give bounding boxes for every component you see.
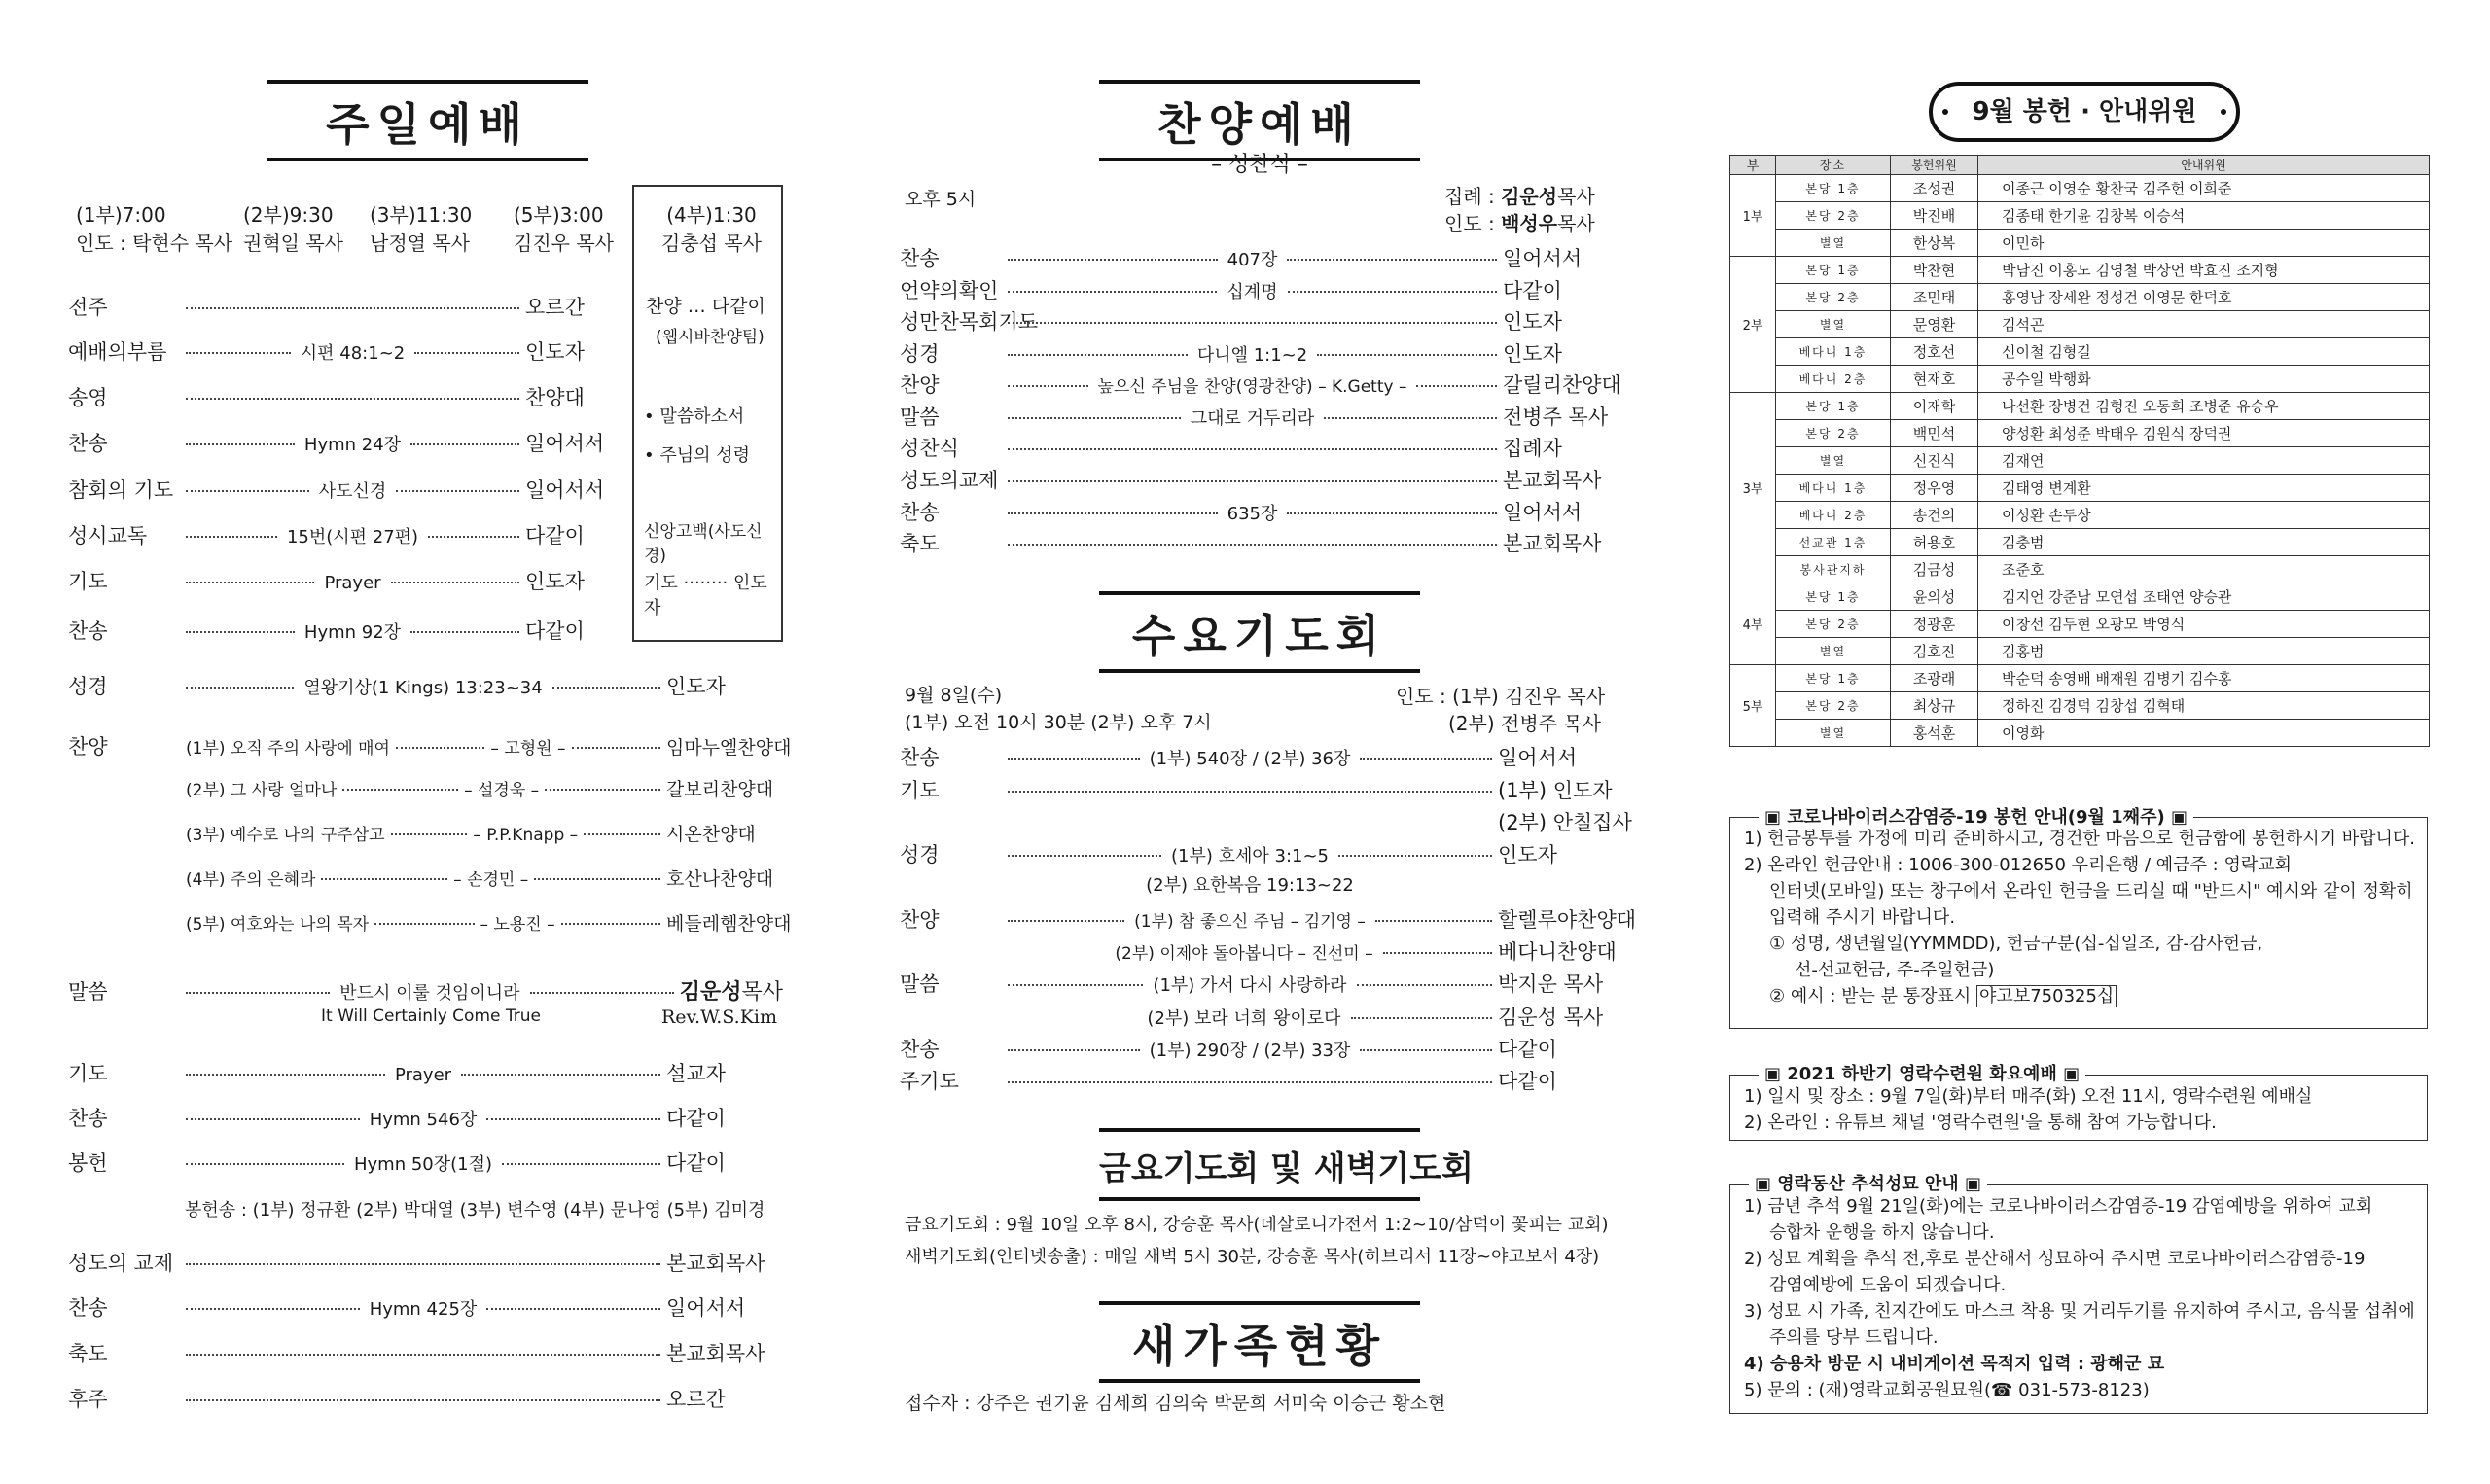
wednesday-order-row: (2부) 보라 너희 왕이로다 김운성 목사 <box>1147 1006 1604 1029</box>
covid-notice-box: 1) 헌금봉투를 가정에 미리 준비하시고, 경건한 마음으로 헌금함에 봉헌하시기 바랍니다. 2) 온라인 헌금안내 : 1006-300-012650 우리은행 / 예금주 : 영락교회 인터넷(모바일) 또는 창구에서 온라인 헌금을 드리실 때 "반드시" 예시와 같이 정확히 입력해 주시기 바랍니다. ① 성명, 생년월일(YYMMDD), 헌금구분(십-십일조, 감-감사헌금, 선-선교헌금, 주-주일헌금) ② 예시 : 받는 분 통장표시 야고보750325십 <box>1729 817 2428 1029</box>
preacher: 김운성 <box>679 980 742 1005</box>
side-song-1: • 말씀하소서 <box>644 406 745 427</box>
service-time-4: (4부)1:30 김충섭 목사 <box>661 203 762 255</box>
offering-note: 봉헌송 : (1부) 정규환 (2부) 박대열 (3부) 변수영 (4부) 문나영 (5부) 김미경 <box>185 1200 765 1220</box>
anthem-row: (4부) 주의 은혜라 – 손경민 – 호산나찬양대 <box>186 868 774 890</box>
praise-presider: 집례 : 김운성목사 <box>1444 185 1595 208</box>
praise-title: 찬양예배 <box>1099 80 1420 161</box>
service-time-2: (2부)9:30 권혁일 목사 <box>243 203 343 255</box>
sunday-order-row: 송영 찬양대 <box>68 386 585 409</box>
volunteer-row: 별열 한상복 이민하 <box>1730 230 2430 257</box>
anthem-row: (3부) 예수로 나의 구주삼고 – P.P.Knapp – 시온찬양대 <box>186 824 756 845</box>
sunday-order-row: 기도 Prayer 인도자 <box>68 570 585 593</box>
praise-order-row: 찬양 높으신 주님을 찬양(영광찬양) – K.Getty – 갈릴리찬양대 <box>900 373 1621 397</box>
service-time-1: (1부)7:00 인도 : 탁현수 목사 <box>76 203 233 255</box>
praise-order-row: 언약의확인 십계명 다같이 <box>900 279 1562 302</box>
volunteer-row: 5부 본당 1층 조광래 박순덕 송영배 배재원 김병기 김수홍 <box>1730 665 2430 692</box>
friday-title: 금요기도회 및 새벽기도회 <box>1099 1128 1420 1201</box>
praise-order-row: 찬송 635장 일어서서 <box>900 501 1583 524</box>
volunteer-row: 선교관 1층 허용호 김충범 <box>1730 529 2430 556</box>
volunteer-row: 본당 2층 백민석 양성환 최성준 박태우 김원식 장덕권 <box>1730 420 2430 447</box>
volunteer-row: 베다니 1층 정호선 신이철 김형길 <box>1730 338 2430 366</box>
sermon-title: 반드시 이룰 것임이니라 <box>339 983 520 1004</box>
dawn-line: 새벽기도회(인터넷송출) : 매일 새벽 5시 30분, 강승훈 목사(히브리서 11장~야고보서 4장) <box>905 1247 1600 1267</box>
volunteer-row: 베다니 1층 정우영 김태영 변계환 <box>1730 475 2430 502</box>
side-prayer: 기도 ········ 인도자 <box>644 573 767 618</box>
fourth-service-box <box>632 185 783 642</box>
wednesday-order-row: 찬양 (1부) 참 좋으신 주님 – 김기영 – 할렐루야찬양대 <box>900 908 1637 932</box>
volunteer-row: 베다니 2층 송건의 이성환 손두상 <box>1730 502 2430 529</box>
volunteer-row: 1부 본당 1층 조성권 이종근 이영순 황찬국 김주헌 이희준 <box>1730 175 2430 202</box>
friday-line: 금요기도회 : 9월 10일 오후 8시, 강승훈 목사(데살로니가전서 1:2~10/삼덕이 꽃피는 교회) <box>905 1215 1609 1235</box>
side-praise-team: (웹시바찬양팀) <box>656 328 765 347</box>
praise-order-row: 말씀 그대로 거두리라 전병주 목사 <box>900 406 1609 429</box>
retreat-notice-box: 1) 일시 및 장소 : 9월 7일(화)부터 매주(화) 오전 11시, 영락수련원 예배실 2) 온라인 : 유튜브 채널 '영락수련원'을 통해 참여 가능합니다. <box>1729 1075 2428 1141</box>
sunday-order-row: 성시교독 15번(시편 27편) 다같이 <box>68 524 585 548</box>
volunteer-row: 별열 신진식 김재연 <box>1730 447 2430 475</box>
side-praise: 찬양 … 다같이 <box>646 296 765 317</box>
volunteer-row: 3부 본당 1층 이재학 나선환 장병건 김형진 오동희 조병준 유승우 <box>1730 393 2430 420</box>
anthem-row: 찬양 (1부) 오직 주의 사랑에 매여 – 고형원 – 임마누엘찬양대 <box>68 735 792 759</box>
newfamily-line: 접수자 : 강주은 권기윤 김세희 김의숙 박문희 서미숙 이승근 황소현 <box>905 1393 1446 1414</box>
praise-subtitle: – 성찬식 – <box>1211 153 1308 177</box>
praise-time: 오후 5시 <box>905 189 977 210</box>
service-time-5: (5부)3:00 김진우 목사 <box>514 203 614 255</box>
sunday-order-row: 찬송 Hymn 92장 다같이 <box>68 619 585 643</box>
wednesday-order-row: 주기도 다같이 <box>900 1070 1557 1093</box>
volunteer-row: 본당 2층 정광훈 이창선 김두현 오광모 박영식 <box>1730 611 2430 638</box>
sunday-title: 주일예배 <box>267 80 588 161</box>
volunteer-row: 별열 홍석훈 이영화 <box>1730 720 2430 747</box>
wednesday-leader-2: (2부) 전병주 목사 <box>1448 712 1601 735</box>
volunteer-row: 4부 본당 1층 윤의성 김지언 강준남 모연섭 조태연 양승관 <box>1730 583 2430 611</box>
wednesday-order-row: 찬송 (1부) 540장 / (2부) 36장 일어서서 <box>900 746 1578 769</box>
praise-order-row: 성만찬목회기도 인도자 <box>900 310 1562 334</box>
covid-notice-title: ▣ 코로나바이러스감염증-19 봉헌 안내(9월 1째주) ▣ <box>1759 803 2193 829</box>
anthem-row: (2부) 그 사랑 얼마나 – 설경욱 – 갈보리찬양대 <box>186 779 774 800</box>
cemetery-notice-box: 1) 금년 추석 9월 21일(화)에는 코로나바이러스감염증-19 감염예방을 위하여 교회 승합차 운행을 하지 않습니다. 2) 성묘 계획을 추석 전,후로 분산해서 성묘하여 주시면 코로나바이러스감염증-19 감염예방에 도움이 되겠습니다. 3) 성묘 시 가족, 친지간에도 마스크 착용 및 거리두기를 유지하여 주시고, 음식물 섭취에 주의를 당부 드립니다. 4) 승용차 방문 시 내비게이션 목적지 입력 : 광해군 묘 5) 문의 : (재)영락교회공원묘원(☎ 031-573-8123) <box>1729 1184 2428 1414</box>
wednesday-order-row: (2부) 요한복음 19:13~22 <box>1146 875 1354 896</box>
wednesday-leader-1: 인도 : (1부) 김진우 목사 <box>1396 685 1606 708</box>
wednesday-order-row: 말씀 (1부) 가서 다시 사랑하라 박지운 목사 <box>900 972 1604 996</box>
wednesday-order-row: (2부) 이제야 돌아봅니다 – 진선미 – 베다니찬양대 <box>1115 940 1617 964</box>
retreat-notice-title: ▣ 2021 하반기 영락수련원 화요예배 ▣ <box>1759 1060 2085 1085</box>
volunteer-row: 별열 문영환 김석곤 <box>1730 311 2430 338</box>
sunday-order-row: 전주 오르간 <box>68 296 585 319</box>
wednesday-order-row: 찬송 (1부) 290장 / (2부) 33장 다같이 <box>900 1038 1557 1061</box>
sermon-title-en: It Will Certainly Come True <box>321 1007 541 1026</box>
volunteers-title: 9월 봉헌 · 안내위원 <box>1929 82 2240 142</box>
praise-order-row: 찬송 407장 일어서서 <box>900 247 1583 270</box>
volunteer-row: 2부 본당 1층 박찬현 박남진 이홍노 김영철 박상언 박효진 조지형 <box>1730 257 2430 284</box>
preacher-en: Rev.W.S.Kim <box>661 1007 777 1028</box>
praise-order-row: 성찬식 집례자 <box>900 437 1562 460</box>
praise-leader: 인도 : 백성우목사 <box>1444 212 1595 235</box>
wednesday-order-row: (2부) 안칠집사 <box>1498 811 1632 834</box>
closing-row: 성도의 교제 본교회목사 <box>68 1252 765 1275</box>
anthem-row: (5부) 여호와는 나의 목자 – 노용진 – 베들레헴찬양대 <box>186 913 792 935</box>
wednesday-title: 수요기도회 <box>1099 591 1420 673</box>
side-creed: 신앙고백(사도신경) <box>644 522 763 566</box>
praise-order-row: 성경 다니엘 1:1~2 인도자 <box>900 342 1562 366</box>
example-account: 야고보750325십 <box>1976 985 2116 1007</box>
service-time-3: (3부)11:30 남정열 목사 <box>370 203 473 255</box>
closing-row: 후주 오르간 <box>68 1388 726 1411</box>
wednesday-date: 9월 8일(수) <box>905 685 1003 706</box>
praise-order-row: 축도 본교회목사 <box>900 532 1602 555</box>
side-song-2: • 주님의 성령 <box>644 445 751 466</box>
sunday-order-row: 예배의부름 시편 48:1~2 인도자 <box>68 340 585 364</box>
volunteer-row: 본당 2층 조민태 홍영남 장세완 정성건 이영문 한덕호 <box>1730 284 2430 311</box>
wednesday-order-row: 기도 (1부) 인도자 <box>900 779 1613 802</box>
after-row: 찬송 Hymn 546장 다같이 <box>68 1107 726 1130</box>
sermon-row: 말씀 반드시 이룰 것임이니라 김운성목사 <box>68 980 784 1005</box>
praise-order-row: 성도의교제 본교회목사 <box>900 469 1602 492</box>
closing-row: 축도 본교회목사 <box>68 1342 765 1365</box>
wednesday-order-row: 성경 (1부) 호세아 3:1~5 인도자 <box>900 843 1557 866</box>
volunteer-row: 베다니 2층 현재호 공수일 박행화 <box>1730 366 2430 393</box>
newfamily-title: 새가족현황 <box>1099 1301 1420 1383</box>
closing-row: 찬송 Hymn 425장 일어서서 <box>68 1296 746 1320</box>
volunteer-row: 봉사관지하 김금성 조준호 <box>1730 556 2430 583</box>
sunday-order-row: 찬송 Hymn 24장 일어서서 <box>68 432 605 455</box>
cemetery-notice-title: ▣ 영락동산 추석성묘 안내 ▣ <box>1749 1170 1987 1195</box>
after-row: 기도 Prayer 설교자 <box>68 1062 726 1085</box>
sunday-order-row: 참회의 기도 사도신경 일어서서 <box>68 478 605 502</box>
volunteer-row: 본당 2층 박진배 김종태 한기윤 김창복 이승석 <box>1730 202 2430 230</box>
after-row: 봉헌 Hymn 50장(1절) 다같이 <box>68 1151 726 1175</box>
volunteers-table: 부 장소 봉헌위원 안내위원 1부 본당 1층 조성권 이종근 이영순 황찬국 김주헌 이희준 본당 2층 박진배 김종태 한기윤 김창복 이승석 별열 한상복 이민하 2부 본당 1층 박찬현 박남진 이홍노 김영철 박상언 박효진 조지형 본당 2층 조민태 홍영남 장세완 정성건 이영문 한덕호 별열 문영환 김석곤 베다니 1층 정호선 신이철 김형길 베다니 2층 현재호 공수일 박행화 3부 본당 1층 이재학 나선환 장병건 김형진 오동희 조병준 유승우 본당 2층 백민석 양성환 최성준 박태우 김원식 장덕권 별열 신진식 김재연 베다니 1층 정우영 김태영 변계환 베다니 2층 송건의 이성환 손두상 선교관 1층 허용호 김충범 봉사관지하 김금성 조준호 4부 본당 1층 윤의성 김지언 강준남 모연섭 조태연 양승관 본당 2층 정광훈 이창선 김두현 오광모 박영식 별열 김호진 김홍범 5부 본당 1층 조광래 박순덕 송영배 배재원 김병기 김수홍 본당 2층 최상규 정하진 김경덕 김창섭 김혁태 별열 홍석훈 이영화 <box>1729 155 2430 747</box>
wednesday-times: (1부) 오전 10시 30분 (2부) 오후 7시 <box>905 712 1212 733</box>
volunteer-row: 본당 2층 최상규 정하진 김경덕 김창섭 김혁태 <box>1730 692 2430 720</box>
volunteer-row: 별열 김호진 김홍범 <box>1730 638 2430 665</box>
scripture-row: 성경 열왕기상(1 Kings) 13:23~34 인도자 <box>68 675 726 698</box>
